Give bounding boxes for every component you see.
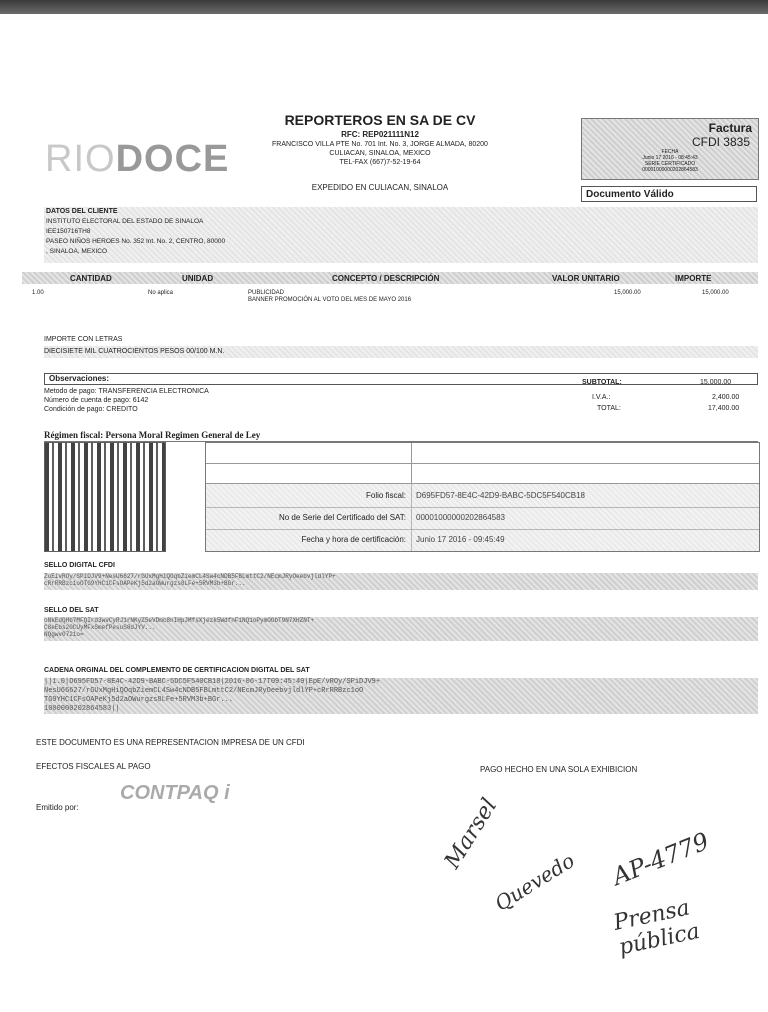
sello-cfdi-title: SELLO DIGITAL CFDI <box>44 562 115 569</box>
subtotal-label: SUBTOTAL: <box>582 379 622 386</box>
sello-cfdi-value <box>44 573 758 590</box>
letras-title: IMPORTE CON LETRAS <box>44 336 123 343</box>
item-cantidad: 1.00 <box>32 290 44 296</box>
qr-code <box>44 442 166 552</box>
sello-cfdi-line: ZoEivROy/SPiDJV9+NesU6627/rGUxMgHiQOqbZiemCL4Sw4cNDB5FBLmttC2/NEcmJRyOeebvjldlYP+ <box>44 573 336 580</box>
invoice-number: CFDI 3835 <box>691 135 750 149</box>
metodo-pago: Metodo de pago: TRANSFERENCIA ELECTRONICA <box>44 388 209 395</box>
efectos: EFECTOS FISCALES AL PAGO <box>36 762 151 771</box>
fecha-cert-label: Fecha y hora de certificación: <box>301 535 406 544</box>
regimen-fiscal: Régimen fiscal: Persona Moral Regimen General de Ley <box>44 430 261 440</box>
iva-value: 2,400.00 <box>712 394 740 401</box>
col-unidad: UNIDAD <box>182 274 214 283</box>
item-concepto: PUBLICIDAD <box>248 290 285 296</box>
company-name: REPORTEROS EN SA DE CV <box>284 112 476 128</box>
invoice-fecha-label: FECHA <box>661 149 679 155</box>
sello-sat-line: oNkEdQHb7MFQIrd3wvCyRJ1rNKyZ5eVDmc8nIHpJMfsXjezk5WdfnF1NQ1oPymOObT9N7XHZNT+ <box>44 617 315 624</box>
client-rfc: IEE150716TH8 <box>46 228 91 235</box>
signature-1-name: Marsel <box>440 794 503 874</box>
handwritten-prensa: Prensa pública <box>611 895 702 961</box>
item-unidad: No aplica <box>148 290 174 296</box>
items-header <box>22 272 758 284</box>
sello-sat-value <box>44 617 758 641</box>
signature-1 <box>440 794 502 873</box>
condicion-pago: Condición de pago: CREDITO <box>44 406 138 413</box>
expedido: EXPEDIDO EN CULIACAN, SINALOA <box>311 183 449 192</box>
sello-cfdi-line: cRrRRBzc1oOTG9YHC1CFsOAPeKj5d2aOWurgzs8LFe+5RVM3b+BGr... <box>44 580 246 587</box>
item-concepto-detail: BANNER PROMOCIÓN AL VOTO DEL MES DE MAYO 2016 <box>248 297 412 303</box>
client-city: , SINALOA, MEXICO <box>46 248 108 255</box>
folio-value: D695FD57-8E4C-42D9-BABC-5DC5F540CB18 <box>416 491 585 500</box>
company-city: CULIACAN, SINALOA, MEXICO <box>329 150 431 157</box>
cadena-line: 1000000202864583|| <box>44 705 120 713</box>
fecha-cert-value: Junio 17 2016 - 09:45:49 <box>416 535 505 544</box>
sello-sat-title: SELLO DEL SAT <box>44 607 99 614</box>
signature-1-surname: Quevedo <box>490 848 579 916</box>
iva-label: I.V.A.: <box>592 394 611 401</box>
item-importe: 15,000.00 <box>702 290 729 296</box>
client-name: INSTITUTO ELECTORAL DEL ESTADO DE SINALOA <box>46 218 204 225</box>
col-valor: VALOR UNITARIO <box>552 274 620 283</box>
folio-label: Folio fiscal: <box>365 491 406 500</box>
client-title: DATOS DEL CLIENTE <box>46 208 118 215</box>
invoice-box <box>581 118 759 180</box>
cadena-line: ||1.0|D695FD57-8E4C-42D9-BABC-5DC5F540CB18|2016-06-17T09:45:49|EpE/vROy/SPiDJV9+ <box>44 678 381 686</box>
cadena-line: TG9YHC1CFsOAPeKj5d2aOWurgzs8LFe+5RVM3b+BGr... <box>44 696 234 704</box>
invoice-label: Factura <box>708 121 752 135</box>
col-concepto: CONCEPTO / DESCRIPCIÓN <box>332 274 440 283</box>
total-value: 17,400.00 <box>708 405 740 412</box>
company-address: FRANCISCO VILLA PTE No. 701 Int. No. 3, JORGE ALMADA, 80200 <box>272 141 488 148</box>
contpaq-logo: CONTPAQ i <box>120 782 230 804</box>
total-label: TOTAL: <box>597 405 621 412</box>
representacion: ESTE DOCUMENTO ES UNA REPRESENTACION IMPRESA DE UN CFDI <box>36 738 305 747</box>
company-rfc: RFC: REP021111N12 <box>341 130 419 139</box>
cuenta-pago: Número de cuenta de pago: 6142 <box>44 397 149 404</box>
cadena-value <box>44 678 758 714</box>
sello-sat-line: C8eEbs20CUyMFxSmefPesuS8dJYV... <box>44 624 156 631</box>
sello-sat-line: NQgwv0721o= <box>44 631 84 638</box>
subtotal-value: 15,000.00 <box>700 379 732 386</box>
valid-badge: Documento Válido <box>581 186 757 202</box>
serie-sat-value: 00001000000202864583 <box>416 513 505 522</box>
client-address: PASEO NIÑOS HEROES No. 352 Int. No. 2, CENTRO, 80000 <box>46 238 226 245</box>
col-importe: IMPORTE <box>675 274 712 283</box>
emitido-por: Emitido por: <box>36 803 79 812</box>
letras-value: DIECISIETE MIL CUATROCIENTOS PESOS 00/100 M.N. <box>44 348 225 355</box>
col-cantidad: CANTIDAD <box>70 274 112 283</box>
handwritten-code: AP-4779 <box>608 827 713 891</box>
scan-top-edge <box>0 0 768 14</box>
client-shade <box>44 207 758 263</box>
invoice-serie-label: SERIE CERTIFICADO <box>644 161 696 167</box>
invoice-fecha: Junio 17 2016 - 08:45:43 <box>642 155 698 161</box>
cadena-title: CADENA ORGINAL DEL COMPLEMENTO DE CERTIFICACION DIGITAL DEL SAT <box>44 667 310 674</box>
item-valor: 15,000.00 <box>614 290 641 296</box>
company-logo: RIODOCE <box>45 138 230 180</box>
pago-exhibicion: PAGO HECHO EN UNA SOLA EXHIBICION <box>480 765 638 774</box>
cert-table <box>205 442 760 552</box>
serie-sat-label: No de Serie del Certificado del SAT: <box>278 513 406 522</box>
invoice-serie: 00001000000202864583 <box>642 167 698 173</box>
observaciones-box: Observaciones: <box>44 373 758 385</box>
cadena-line: NesU66627/rGUxMgHiQOqbZiemCL4Sw4cNDB5FBLmttC2/NEcmJRyOeebvjldlYP+cRrRRBzc1oO <box>44 687 364 695</box>
company-phone: TEL-FAX (667)7-52-19-64 <box>339 159 421 166</box>
